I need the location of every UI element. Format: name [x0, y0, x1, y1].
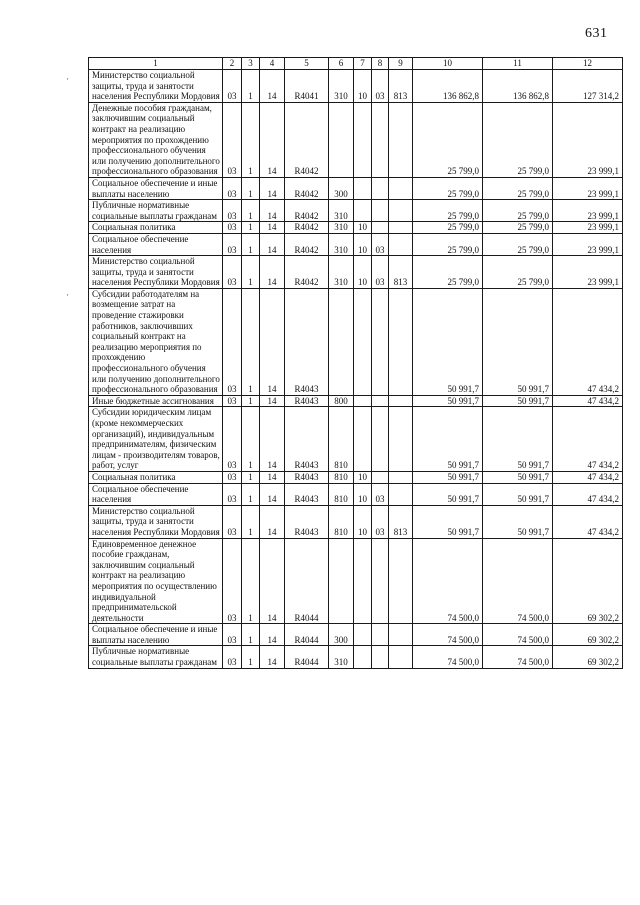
amount-cell: 50 991,7 [413, 483, 483, 505]
code-cell [354, 177, 372, 199]
row-label: Субсидии работодателям на возмещение затрат на проведение стажировки работников, заключивших социальный контракт на реализацию мероприятия по прохождению профессионального обучения или получению дополнительного профессионального образования [89, 288, 223, 395]
table-row [89, 102, 623, 177]
code-cell: 1 [242, 407, 260, 472]
table-row [89, 70, 623, 103]
column-header: 2 [223, 58, 242, 70]
column-header: 6 [329, 58, 354, 70]
amount-cell: 25 799,0 [483, 200, 553, 222]
column-header: 4 [260, 58, 285, 70]
code-cell: 03 [372, 483, 389, 505]
code-cell: 03 [372, 70, 389, 103]
amount-cell: 74 500,0 [483, 624, 553, 646]
code-cell: 10 [354, 483, 372, 505]
code-cell [389, 288, 413, 395]
table-row [89, 233, 623, 255]
amount-cell: 25 799,0 [483, 177, 553, 199]
column-header: 3 [242, 58, 260, 70]
code-cell: 310 [329, 233, 354, 255]
amount-cell: 25 799,0 [483, 233, 553, 255]
code-cell: 14 [260, 70, 285, 103]
code-cell: 03 [372, 256, 389, 289]
code-cell: 03 [223, 471, 242, 483]
column-header: 1 [89, 58, 223, 70]
amount-cell: 50 991,7 [483, 407, 553, 472]
code-cell [389, 177, 413, 199]
amount-cell: 25 799,0 [483, 256, 553, 289]
amount-cell: 50 991,7 [413, 288, 483, 395]
code-cell: R4042 [285, 102, 329, 177]
code-cell: 14 [260, 471, 285, 483]
code-cell [372, 538, 389, 624]
code-cell: 1 [242, 177, 260, 199]
code-cell: 14 [260, 222, 285, 234]
header-row [89, 58, 623, 70]
row-label: Социальное обеспечение и иные выплаты населению [89, 177, 223, 199]
row-label: Социальное обеспечение населения [89, 483, 223, 505]
code-cell: R4042 [285, 233, 329, 255]
code-cell: 14 [260, 505, 285, 538]
code-cell [389, 407, 413, 472]
code-cell [372, 222, 389, 234]
code-cell [329, 288, 354, 395]
table-row [89, 288, 623, 395]
amount-cell: 23 999,1 [553, 256, 623, 289]
code-cell: 03 [223, 538, 242, 624]
code-cell: 810 [329, 407, 354, 472]
table-row [89, 505, 623, 538]
column-header: 11 [483, 58, 553, 70]
row-label: Министерство социальной защиты, труда и занятости населения Республики Мордовия [89, 505, 223, 538]
code-cell [389, 538, 413, 624]
column-header: 5 [285, 58, 329, 70]
amount-cell: 25 799,0 [483, 102, 553, 177]
code-cell: 1 [242, 288, 260, 395]
code-cell: 14 [260, 483, 285, 505]
code-cell: 10 [354, 471, 372, 483]
amount-cell: 47 434,2 [553, 395, 623, 407]
code-cell: R4044 [285, 646, 329, 668]
amount-cell: 50 991,7 [413, 395, 483, 407]
amount-cell: 69 302,2 [553, 538, 623, 624]
code-cell: R4043 [285, 288, 329, 395]
code-cell: 1 [242, 200, 260, 222]
row-label: Социальная политика [89, 222, 223, 234]
row-label: Министерство социальной защиты, труда и занятости населения Республики Мордовия [89, 256, 223, 289]
margin-mark: · [66, 74, 69, 84]
code-cell: 1 [242, 624, 260, 646]
code-cell [372, 288, 389, 395]
amount-cell: 74 500,0 [413, 538, 483, 624]
amount-cell: 47 434,2 [553, 471, 623, 483]
code-cell: R4042 [285, 222, 329, 234]
row-label: Социальное обеспечение населения [89, 233, 223, 255]
row-label: Социальное обеспечение и иные выплаты населению [89, 624, 223, 646]
code-cell [389, 200, 413, 222]
code-cell: 813 [389, 70, 413, 103]
code-cell: 14 [260, 407, 285, 472]
code-cell [389, 222, 413, 234]
amount-cell: 47 434,2 [553, 288, 623, 395]
code-cell: 03 [223, 505, 242, 538]
code-cell: 10 [354, 256, 372, 289]
amount-cell: 50 991,7 [483, 505, 553, 538]
code-cell: 10 [354, 222, 372, 234]
code-cell [389, 646, 413, 668]
amount-cell: 25 799,0 [483, 222, 553, 234]
code-cell [372, 177, 389, 199]
code-cell: 03 [223, 483, 242, 505]
code-cell: 14 [260, 288, 285, 395]
table-row [89, 407, 623, 472]
table-row [89, 471, 623, 483]
code-cell [329, 102, 354, 177]
code-cell: 14 [260, 256, 285, 289]
code-cell: 14 [260, 233, 285, 255]
code-cell: 03 [223, 407, 242, 472]
code-cell: 813 [389, 505, 413, 538]
amount-cell: 50 991,7 [413, 505, 483, 538]
code-cell: 800 [329, 395, 354, 407]
code-cell: R4041 [285, 70, 329, 103]
code-cell: R4042 [285, 200, 329, 222]
code-cell: 03 [223, 646, 242, 668]
code-cell: 1 [242, 471, 260, 483]
code-cell: 1 [242, 483, 260, 505]
table-row [89, 538, 623, 624]
table-row [89, 646, 623, 668]
code-cell: 310 [329, 70, 354, 103]
code-cell: R4043 [285, 395, 329, 407]
code-cell: 310 [329, 256, 354, 289]
code-cell: R4043 [285, 471, 329, 483]
code-cell: 1 [242, 646, 260, 668]
margin-mark: · [66, 290, 69, 300]
code-cell: 03 [223, 177, 242, 199]
amount-cell: 74 500,0 [413, 646, 483, 668]
amount-cell: 50 991,7 [483, 395, 553, 407]
amount-cell: 25 799,0 [413, 233, 483, 255]
amount-cell: 127 314,2 [553, 70, 623, 103]
code-cell [354, 102, 372, 177]
code-cell [372, 395, 389, 407]
amount-cell: 47 434,2 [553, 407, 623, 472]
code-cell: 1 [242, 538, 260, 624]
amount-cell: 25 799,0 [413, 222, 483, 234]
code-cell: 810 [329, 483, 354, 505]
amount-cell: 25 799,0 [413, 102, 483, 177]
table-row [89, 483, 623, 505]
code-cell: 03 [223, 256, 242, 289]
code-cell: R4043 [285, 483, 329, 505]
code-cell [389, 395, 413, 407]
code-cell: 03 [223, 222, 242, 234]
amount-cell: 23 999,1 [553, 233, 623, 255]
code-cell: 300 [329, 624, 354, 646]
table-row [89, 395, 623, 407]
amount-cell: 74 500,0 [483, 538, 553, 624]
amount-cell: 23 999,1 [553, 200, 623, 222]
code-cell: 03 [223, 70, 242, 103]
code-cell [354, 646, 372, 668]
amount-cell: 50 991,7 [413, 407, 483, 472]
code-cell: 03 [223, 233, 242, 255]
code-cell [354, 288, 372, 395]
code-cell [372, 200, 389, 222]
code-cell [372, 471, 389, 483]
code-cell [372, 407, 389, 472]
code-cell: 14 [260, 102, 285, 177]
code-cell: 14 [260, 395, 285, 407]
code-cell: 10 [354, 70, 372, 103]
amount-cell: 74 500,0 [483, 646, 553, 668]
page-number: 631 [585, 26, 608, 41]
code-cell: 14 [260, 646, 285, 668]
code-cell [389, 624, 413, 646]
code-cell: 03 [223, 395, 242, 407]
code-cell: R4043 [285, 407, 329, 472]
code-cell: 813 [389, 256, 413, 289]
code-cell [389, 102, 413, 177]
code-cell: 14 [260, 538, 285, 624]
code-cell: 1 [242, 102, 260, 177]
code-cell: 03 [372, 233, 389, 255]
row-label: Иные бюджетные ассигнования [89, 395, 223, 407]
row-label: Министерство социальной защиты, труда и занятости населения Республики Мордовия [89, 70, 223, 103]
code-cell: 1 [242, 70, 260, 103]
amount-cell: 69 302,2 [553, 646, 623, 668]
amount-cell: 50 991,7 [483, 483, 553, 505]
code-cell: 810 [329, 471, 354, 483]
code-cell: 10 [354, 505, 372, 538]
row-label: Единовременное денежное пособие гражданам, заключившим социальный контракт на реализацию мероприятия по осуществлению индивидуальной предпринимательской деятельности [89, 538, 223, 624]
column-header: 8 [372, 58, 389, 70]
code-cell [354, 200, 372, 222]
code-cell: 03 [372, 505, 389, 538]
row-label: Социальная политика [89, 471, 223, 483]
code-cell: 310 [329, 222, 354, 234]
row-label: Публичные нормативные социальные выплаты гражданам [89, 646, 223, 668]
table-row [89, 222, 623, 234]
code-cell: 14 [260, 624, 285, 646]
code-cell: 10 [354, 233, 372, 255]
code-cell [372, 102, 389, 177]
code-cell: 1 [242, 222, 260, 234]
code-cell: 14 [260, 177, 285, 199]
code-cell: 14 [260, 200, 285, 222]
code-cell: 03 [223, 288, 242, 395]
row-label: Публичные нормативные социальные выплаты гражданам [89, 200, 223, 222]
column-header: 7 [354, 58, 372, 70]
amount-cell: 136 862,8 [413, 70, 483, 103]
code-cell: 300 [329, 177, 354, 199]
code-cell: 03 [223, 624, 242, 646]
column-header: 9 [389, 58, 413, 70]
code-cell: 310 [329, 646, 354, 668]
code-cell: R4042 [285, 177, 329, 199]
row-label: Денежные пособия гражданам, заключившим социальный контракт на реализацию мероприятия по прохождению профессионального обучения или получению дополнительного профессионального образования [89, 102, 223, 177]
column-header: 12 [553, 58, 623, 70]
code-cell [354, 538, 372, 624]
code-cell: 310 [329, 200, 354, 222]
amount-cell: 47 434,2 [553, 483, 623, 505]
code-cell [372, 624, 389, 646]
code-cell: 1 [242, 233, 260, 255]
code-cell [372, 646, 389, 668]
code-cell [329, 538, 354, 624]
table-row [89, 256, 623, 289]
code-cell: 1 [242, 505, 260, 538]
code-cell [354, 624, 372, 646]
code-cell [389, 483, 413, 505]
code-cell: 1 [242, 256, 260, 289]
code-cell: R4043 [285, 505, 329, 538]
amount-cell: 136 862,8 [483, 70, 553, 103]
amount-cell: 23 999,1 [553, 102, 623, 177]
code-cell [354, 407, 372, 472]
amount-cell: 69 302,2 [553, 624, 623, 646]
amount-cell: 50 991,7 [483, 471, 553, 483]
code-cell: R4044 [285, 538, 329, 624]
amount-cell: 74 500,0 [413, 624, 483, 646]
table-row [89, 200, 623, 222]
code-cell [389, 471, 413, 483]
code-cell: 03 [223, 102, 242, 177]
amount-cell: 23 999,1 [553, 177, 623, 199]
code-cell: 03 [223, 200, 242, 222]
code-cell: R4044 [285, 624, 329, 646]
code-cell: 1 [242, 395, 260, 407]
amount-cell: 25 799,0 [413, 177, 483, 199]
table-row [89, 624, 623, 646]
amount-cell: 47 434,2 [553, 505, 623, 538]
column-header: 10 [413, 58, 483, 70]
amount-cell: 50 991,7 [483, 288, 553, 395]
code-cell [354, 395, 372, 407]
table-row [89, 177, 623, 199]
amount-cell: 25 799,0 [413, 200, 483, 222]
amount-cell: 23 999,1 [553, 222, 623, 234]
amount-cell: 50 991,7 [413, 471, 483, 483]
budget-table [88, 57, 623, 669]
row-label: Субсидии юридическим лицам (кроме некоммерческих организаций), индивидуальным предпринимателям, физическим лицам - производителям товаров, работ, услуг [89, 407, 223, 472]
code-cell [389, 233, 413, 255]
amount-cell: 25 799,0 [413, 256, 483, 289]
code-cell: R4042 [285, 256, 329, 289]
code-cell: 810 [329, 505, 354, 538]
